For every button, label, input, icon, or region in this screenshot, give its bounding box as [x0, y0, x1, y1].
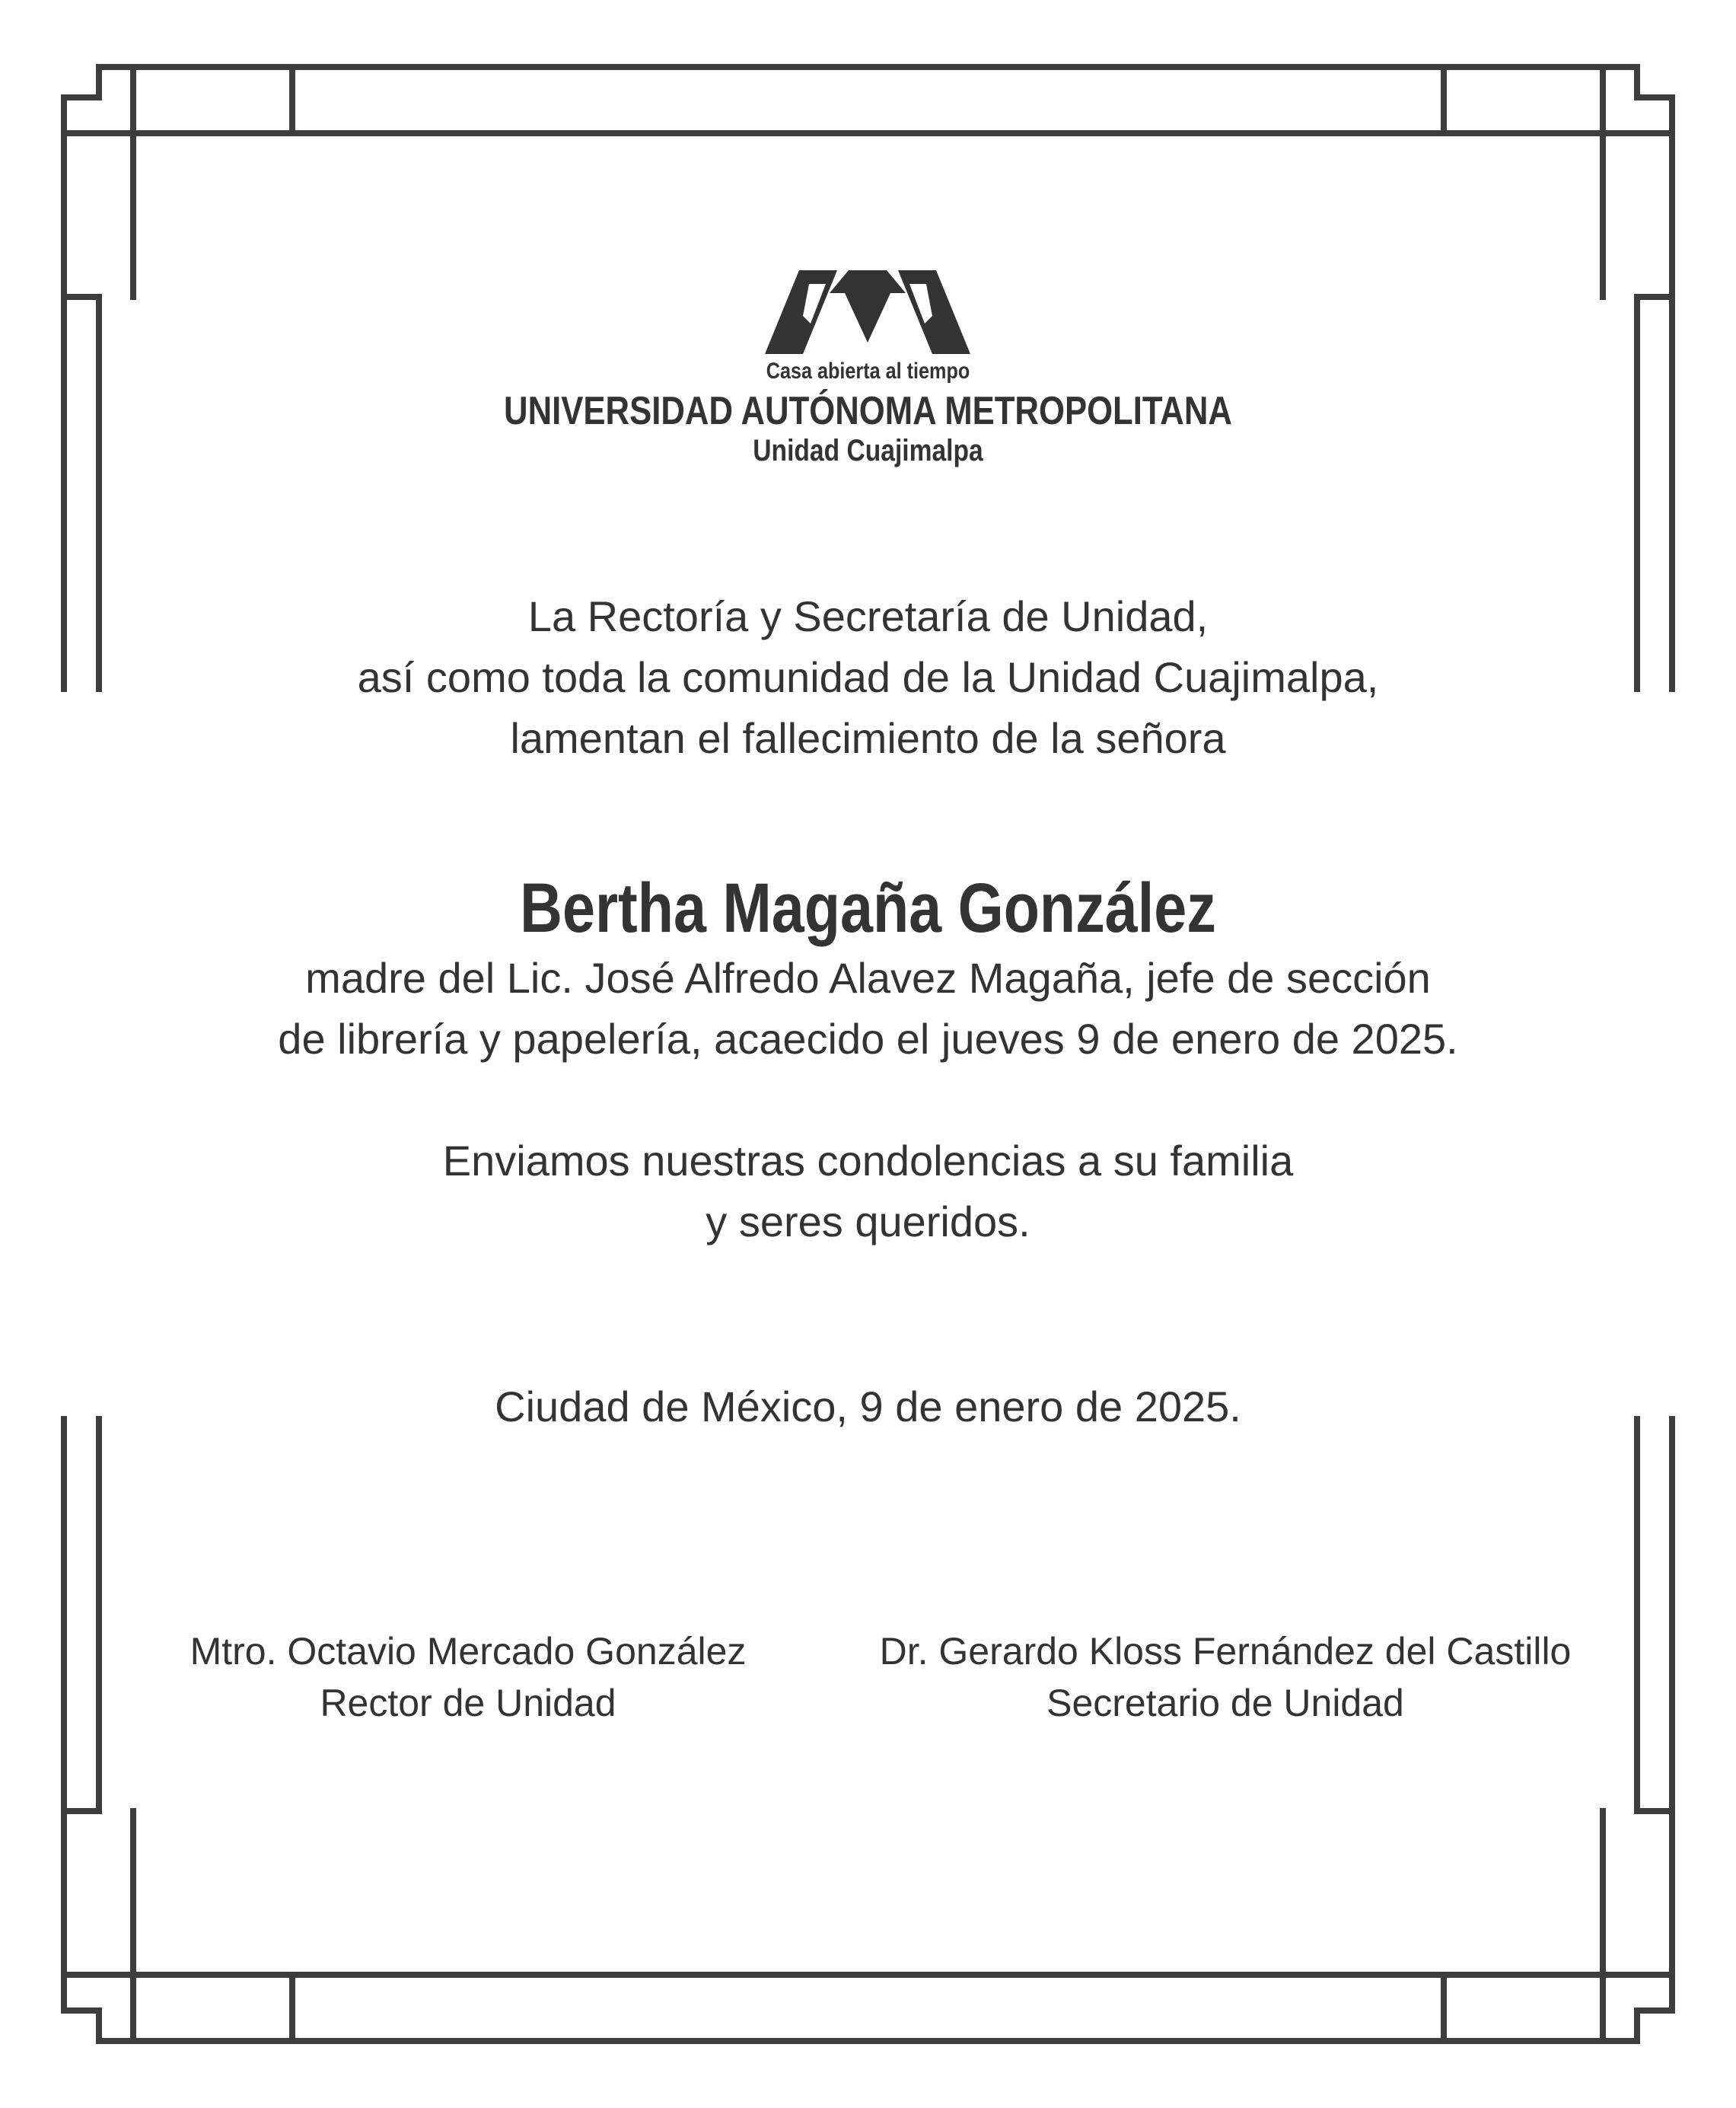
signer-name: Mtro. Octavio Mercado González	[190, 1630, 747, 1673]
intro-line-3: lamentan el fallecimiento de la señora	[510, 714, 1226, 762]
condolences-line-1: Enviamos nuestras condolencias a su familia	[442, 1137, 1294, 1185]
detail-line-1: madre del Lic. José Alfredo Alavez Magaña, jefe de sección	[305, 954, 1431, 1002]
university-motto: Casa abierta al tiempo	[766, 359, 970, 384]
signature-secretary	[807, 1625, 1644, 1729]
deceased-name: Bertha Magaña González	[520, 869, 1216, 947]
condolences-line-2: y seres queridos.	[706, 1198, 1030, 1245]
university-name: UNIVERSIDAD AUTÓNOMA METROPOLITANA	[504, 389, 1232, 433]
intro-line-1: La Rectoría y Secretaría de Unidad,	[527, 592, 1209, 640]
signer-title: Rector de Unidad	[320, 1682, 616, 1724]
campus-name: Unidad Cuajimalpa	[753, 434, 983, 467]
detail-line-2: de librería y papelería, acaecido el jueves 9 de enero de 2025.	[278, 1015, 1458, 1063]
uam-emblem-icon	[765, 270, 970, 354]
condolences-message	[0, 1131, 1736, 1252]
place-and-date: Ciudad de México, 9 de enero de 2025.	[495, 1382, 1241, 1430]
signature-rector	[49, 1625, 887, 1729]
signer-title: Secretario de Unidad	[1046, 1682, 1404, 1724]
signer-name: Dr. Gerardo Kloss Fernández del Castillo	[879, 1630, 1572, 1673]
relationship-detail	[0, 948, 1736, 1070]
intro-line-2: así como toda la comunidad de la Unidad Cuajimalpa,	[357, 653, 1379, 701]
announcement-intro	[0, 586, 1736, 769]
